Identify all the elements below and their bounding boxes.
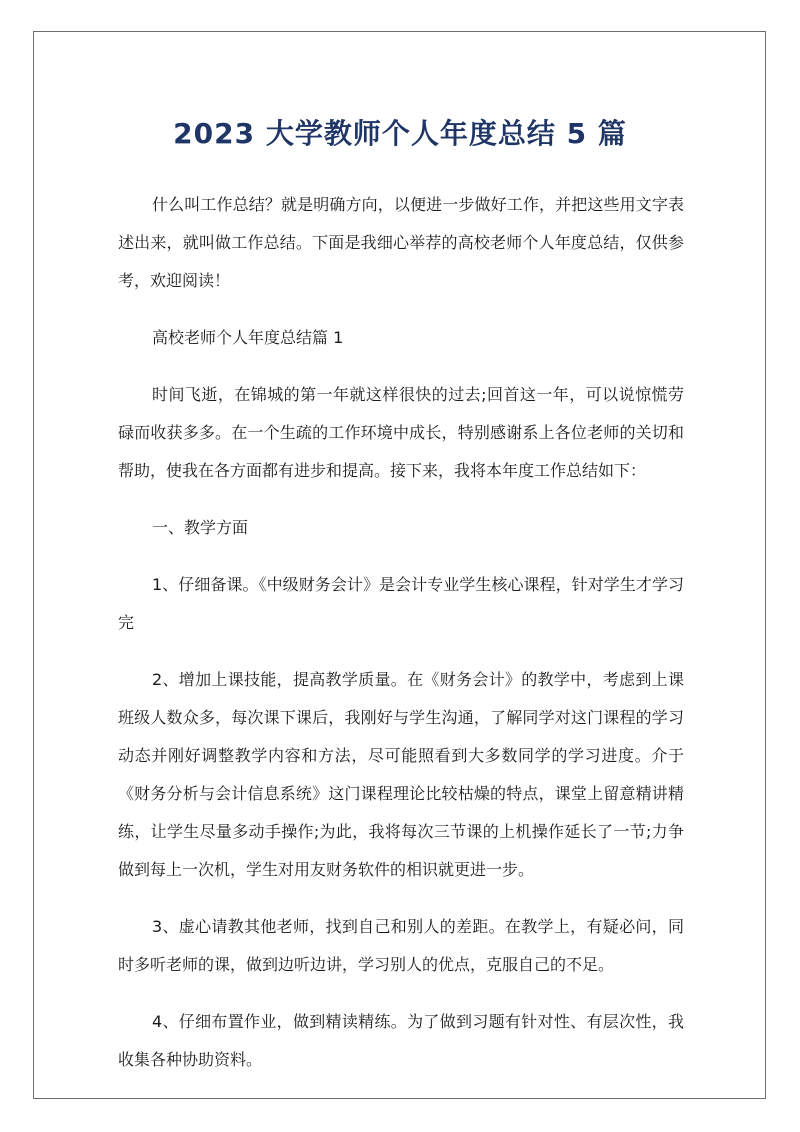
list-item-1: 1、仔细备课。《中级财务会计》是会计专业学生核心课程，针对学生才学习完	[118, 575, 684, 632]
list-item-2: 2、增加上课技能，提高教学质量。在《财务会计》的教学中，考虑到上课班级人数众多，每次课下课后，我刚好与学生沟通，了解同学对这门课程的学习动态并刚好调整教学内容和方法，尽可能照看到大多数同学的学习进度。介于《财务分析与会计信息系统》这门课程理论比较枯燥的特点，课堂上留意精讲精练，让学生尽量多动手操作;为此，我将每次三节课的上机操作延长了一节;力争做到每上一次机，学生对用友财务软件的相识就更进一步。	[118, 670, 684, 879]
section-heading-article-1: 高校老师个人年度总结篇 1	[152, 328, 344, 347]
list-item-4: 4、仔细布置作业，做到精读精练。为了做到习题有针对性、有层次性，我收集各种协助资料。	[118, 1012, 684, 1069]
body-paragraph: 时间飞逝，在锦城的第一年就这样很快的过去;回首这一年，可以说惊慌劳碌而收获多多。在一个生疏的工作环境中成长，特别感谢系上各位老师的关切和帮助，使我在各方面都有进步和提高。接下来，我将本年度工作总结如下：	[118, 385, 684, 480]
list-item-3: 3、虚心请教其他老师，找到自己和别人的差距。在教学上，有疑必问，同时多听老师的课，做到边听边讲，学习别人的优点，克服自己的不足。	[118, 917, 684, 974]
section-heading-teaching: 一、教学方面	[152, 518, 249, 537]
intro-paragraph: 什么叫工作总结？就是明确方向，以便进一步做好工作，并把这些用文字表述出来，就叫做工作总结。下面是我细心举荐的高校老师个人年度总结，仅供参考，欢迎阅读！	[118, 195, 684, 290]
document-body	[118, 186, 684, 1098]
document-title: 2023 大学教师个人年度总结 5 篇	[173, 117, 627, 150]
